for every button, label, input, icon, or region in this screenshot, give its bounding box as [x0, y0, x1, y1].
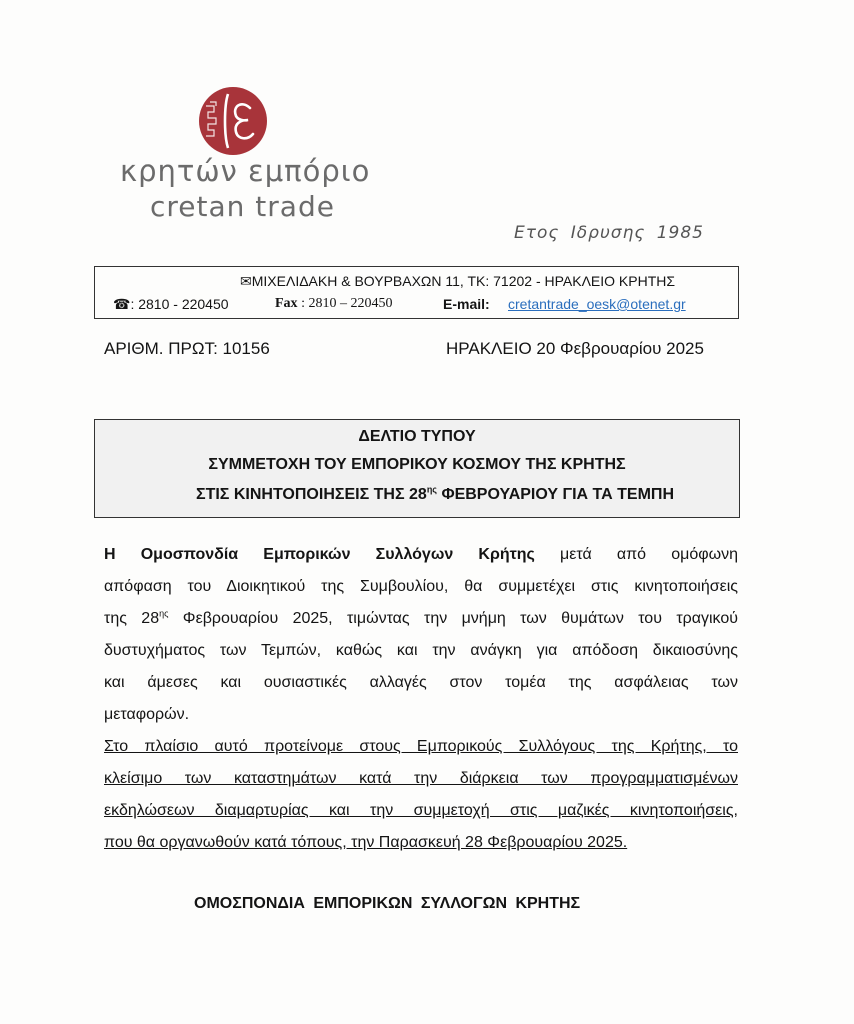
logo-text-english: cretan trade [150, 190, 335, 223]
body-text: της 28 [104, 610, 160, 627]
protocol-number: ΑΡΙΘΜ. ΠΡΩΤ: 10156 [104, 339, 270, 358]
body-line-underlined: που θα οργανωθούν κατά τόπους, την Παρασκευή 28 Φεβρουαρίου 2025. [104, 834, 628, 851]
press-release-subtitle-2 [131, 486, 739, 504]
body-line: απόφαση του Διοικητικού της Συμβουλίου, θα συμμετέχει στις κινητοποιήσεις [104, 578, 738, 595]
logo-mark [198, 86, 268, 156]
contact-email-link[interactable]: cretantrade_oesk@otenet.gr [508, 296, 686, 312]
body-line: μεταφορών. [104, 706, 190, 723]
established-year: Ετος Ιδρυσης 1985 [514, 223, 704, 243]
envelope-icon: ✉ [240, 273, 252, 289]
contact-fax: : 2810 – 220450 [297, 296, 393, 311]
body-line [104, 610, 738, 628]
ordinal-suffix: ης [426, 484, 437, 495]
body-line-underlined: Στο πλαίσιο αυτό προτείνομε στους Εμπορικούς Συλλόγους της Κρήτης, το [104, 738, 738, 755]
contact-phone: : 2810 - 220450 [130, 296, 229, 312]
contact-address-line [240, 273, 675, 290]
contact-phone-group [113, 296, 229, 313]
body-text: Φεβρουαρίου 2025, τιμώντας την μνήμη των θυμάτων του τραγικού [168, 610, 738, 627]
press-subtitle-part: ΣΤΙΣ ΚΙΝΗΤΟΠΟΙΗΣΕΙΣ ΤΗΣ 28 [195, 486, 427, 503]
telephone-icon: ☎ [113, 296, 131, 312]
contact-fax-label: Fax [275, 296, 298, 311]
body-line [104, 546, 738, 564]
press-release-title: ΔΕΛΤΙΟ ΤΥΠΟΥ [358, 428, 476, 445]
contact-email-label: E-mail: [443, 296, 490, 312]
contact-fax-group [275, 296, 392, 312]
press-subtitle-part: ΦΕΒΡΟΥΑΡΙΟΥ ΓΙΑ ΤΑ ΤΕΜΠΗ [437, 486, 675, 503]
document-date: ΗΡΑΚΛΕΙΟ 20 Φεβρουαρίου 2025 [446, 339, 704, 358]
press-release-subtitle: ΣΥΜΜΕΤΟΧΗ ΤΟΥ ΕΜΠΟΡΙΚΟΥ ΚΟΣΜΟΥ ΤΗΣ ΚΡΗΤΗΣ [208, 456, 626, 473]
organization-name: Η Ομοσπονδία Εμπορικών Συλλόγων Κρήτης [104, 546, 535, 563]
ordinal-suffix: ης [159, 608, 169, 619]
signature: ΟΜΟΣΠΟΝΔΙΑ ΕΜΠΟΡΙΚΩΝ ΣΥΛΛΟΓΩΝ ΚΡΗΤΗΣ [194, 895, 581, 912]
contact-box [94, 266, 739, 319]
body-line-underlined: εκδηλώσεων διαμαρτυρίας και την συμμετοχή στις μαζικές κινητοποιήσεις, [104, 802, 738, 819]
body-line-underlined: κλείσιμο των καταστημάτων κατά την διάρκεια των προγραμματισμένων [104, 770, 738, 787]
logo-text-greek: κρητών εμπόριο [120, 154, 371, 188]
body-line: δυστυχήματος των Τεμπών, καθώς και την ανάγκη για απόδοση δικαιοσύνης [104, 642, 738, 659]
body-line: και άμεσες και ουσιαστικές αλλαγές στον τομέα της ασφάλειας των [104, 674, 738, 691]
body-text: μετά από ομόφωνη [534, 546, 739, 563]
press-release-header [94, 419, 740, 518]
contact-address: ΜΙΧΕΛΙΔΑΚΗ & ΒΟΥΡΒΑΧΩΝ 11, ΤΚ: 71202 - ΗΡΑΚΛΕΙΟ ΚΡΗΤΗΣ [251, 273, 676, 289]
